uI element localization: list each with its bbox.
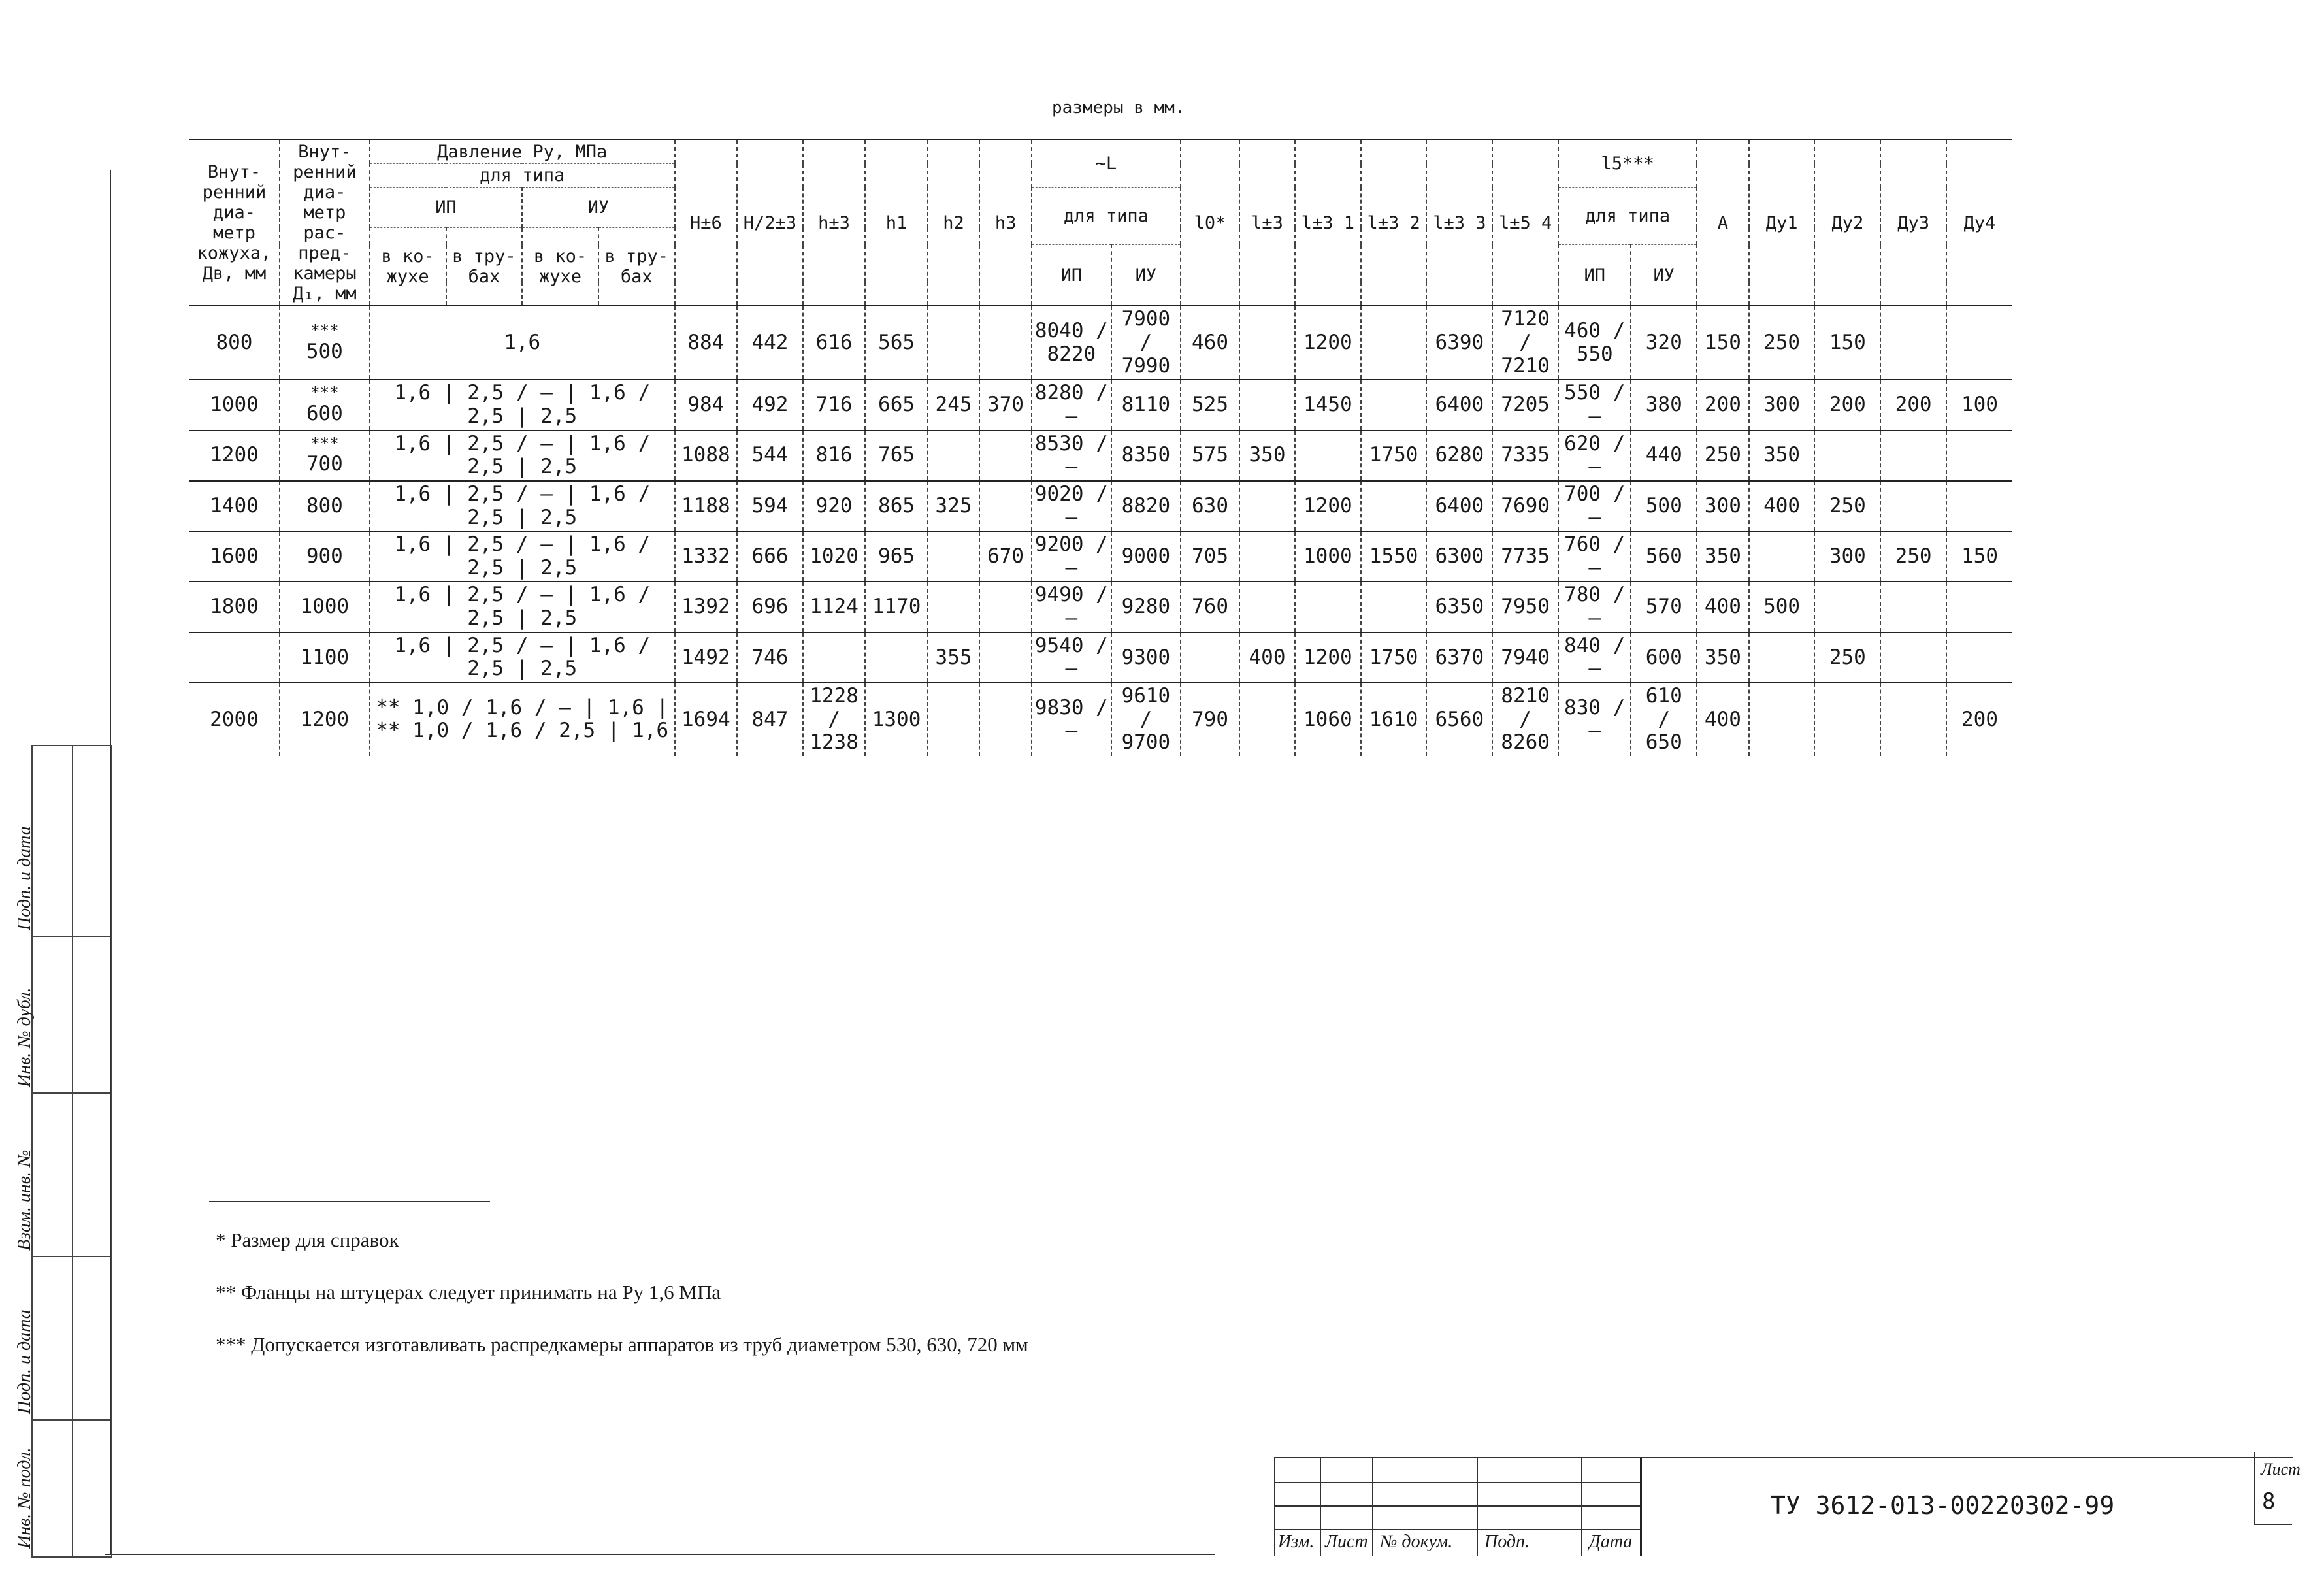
cell-H: 884: [675, 306, 737, 380]
header-L: ~L: [1032, 140, 1181, 188]
cell-l2: 1550: [1361, 531, 1427, 582]
cell-du3: [1880, 632, 1946, 683]
cell-H: 1088: [675, 431, 737, 481]
cell-h1: 665: [865, 380, 927, 430]
cell-A: 200: [1697, 380, 1749, 430]
cell-h: 816: [803, 431, 865, 481]
header-l2: l±3 2: [1361, 140, 1427, 306]
cell-h3: [979, 431, 1032, 481]
cell-h2: 325: [928, 481, 980, 531]
cell-A: 400: [1697, 683, 1749, 756]
cell-p: 1,6 | 2,5 / – | 1,6 / 2,5 | 2,5: [370, 582, 675, 632]
stamp-label-orig-inv: Инв. № подл.: [14, 1447, 35, 1549]
cell-h1: 1300: [865, 683, 927, 756]
cell-l2: 1750: [1361, 632, 1427, 683]
cell-L-iu: 8350: [1111, 431, 1181, 481]
table-row: [189, 683, 2012, 756]
cell-du2: 150: [1814, 306, 1880, 380]
footnote-separator: [209, 1201, 490, 1202]
cell-du4: [1946, 632, 2012, 683]
footnote-1: * Размер для справок: [216, 1228, 399, 1251]
cell-p: 1,6 | 2,5 / – | 1,6 / 2,5 | 2,5: [370, 431, 675, 481]
header-du2: Ду2: [1814, 140, 1880, 306]
cell-d1-value: 800: [306, 493, 343, 517]
header-inner-dia-shell: Внут- ренний диа- метр кожуха, Дв, мм: [189, 140, 280, 306]
cell-h3: [979, 481, 1032, 531]
cell-l1: 1200: [1295, 306, 1361, 380]
cell-du2: 300: [1814, 531, 1880, 582]
cell-d1: [280, 380, 370, 430]
stamp-label-dup-inv: Инв. № дубл.: [14, 987, 35, 1087]
cell-h2: 355: [928, 632, 980, 683]
cell-l: [1239, 531, 1295, 582]
cell-du2: [1814, 683, 1880, 756]
cell-du1: [1749, 531, 1815, 582]
cell-du1: 250: [1749, 306, 1815, 380]
tb-hline-1: [1274, 1482, 1640, 1483]
cell-H: 1492: [675, 632, 737, 683]
cell-du4: [1946, 582, 2012, 632]
sheet-box: [2254, 1452, 2300, 1525]
cell-H: 1332: [675, 531, 737, 582]
cell-l5-ip: 840 / –: [1558, 632, 1631, 683]
cell-du4: [1946, 431, 2012, 481]
cell-l: [1239, 380, 1295, 430]
header-l5: l5***: [1558, 140, 1697, 188]
header-h1: h1: [865, 140, 927, 306]
cell-H2: 544: [737, 431, 803, 481]
cell-h3: [979, 632, 1032, 683]
cell-d1-mark: ***: [310, 434, 339, 453]
cell-l2: [1361, 582, 1427, 632]
tb-vline-3: [1477, 1458, 1478, 1556]
cell-l2: [1361, 380, 1427, 430]
cell-p: 1,6 | 2,5 / – | 1,6 / 2,5 | 2,5: [370, 632, 675, 683]
cell-l: 350: [1239, 431, 1295, 481]
cell-du2: 250: [1814, 632, 1880, 683]
header-ip-in-tubes: в тру- бах: [446, 228, 523, 306]
cell-du2: [1814, 431, 1880, 481]
cell-L-ip: 8530 / –: [1032, 431, 1111, 481]
header-du3: Ду3: [1880, 140, 1946, 306]
cell-L-ip: 8040 / 8220: [1032, 306, 1111, 380]
cell-l4: 7950: [1492, 582, 1558, 632]
document-number: ТУ 3612-013-00220302-99: [1771, 1491, 2115, 1520]
stamp-label-sign-date-1: Подп. и дата: [14, 1309, 35, 1414]
cell-h2: [928, 582, 980, 632]
cell-l2: 1750: [1361, 431, 1427, 481]
header-inner-dia-chamber: Внут- ренний диа- метр рас- пред- камеры Д₁, мм: [280, 140, 370, 306]
cell-d1-value: 1100: [300, 645, 350, 669]
tb-label-izm: Изм.: [1278, 1532, 1315, 1552]
cell-d1: [280, 531, 370, 582]
cell-l2: 1610: [1361, 683, 1427, 756]
cell-l4: 7940: [1492, 632, 1558, 683]
cell-L-iu: 7900 / 7990: [1111, 306, 1181, 380]
tb-label-sign: Подп.: [1484, 1532, 1530, 1552]
cell-h: 716: [803, 380, 865, 430]
cell-L-iu: 9000: [1111, 531, 1181, 582]
cell-l5-ip: 550 / –: [1558, 380, 1631, 430]
cell-h: 1228 / 1238: [803, 683, 865, 756]
cell-l0: 630: [1181, 481, 1239, 531]
cell-du1: 400: [1749, 481, 1815, 531]
table-row: [189, 531, 2012, 582]
page-frame-bottom: [105, 1554, 1215, 1555]
cell-A: 350: [1697, 531, 1749, 582]
header-l1: l±3 1: [1295, 140, 1361, 306]
cell-A: 300: [1697, 481, 1749, 531]
cell-l: [1239, 306, 1295, 380]
cell-d1-mark: ***: [310, 321, 339, 340]
header-l0: l0*: [1181, 140, 1239, 306]
cell-H2: 594: [737, 481, 803, 531]
cell-d1-value: 600: [306, 401, 343, 425]
cell-l4: 7735: [1492, 531, 1558, 582]
cell-du3: 200: [1880, 380, 1946, 430]
header-l5-for-type: для типа: [1558, 188, 1697, 245]
tb-vline-1: [1320, 1458, 1321, 1556]
cell-l: 400: [1239, 632, 1295, 683]
stamp-cell-3: [14, 1092, 110, 1257]
cell-d1-mark: ***: [310, 384, 339, 402]
table-row: [189, 582, 2012, 632]
cell-h2: [928, 431, 980, 481]
stamp-cell-5: [14, 1419, 110, 1554]
cell-h2: [928, 306, 980, 380]
cell-l5-iu: 600: [1631, 632, 1697, 683]
cell-l2: [1361, 481, 1427, 531]
cell-l3: 6370: [1426, 632, 1492, 683]
cell-du3: [1880, 683, 1946, 756]
cell-d1-value: 500: [306, 339, 343, 363]
cell-h: 1124: [803, 582, 865, 632]
cell-l3: 6300: [1426, 531, 1492, 582]
cell-l0: [1181, 632, 1239, 683]
spec-table-body: [189, 306, 2012, 756]
cell-l1: 1450: [1295, 380, 1361, 430]
cell-l1: 1060: [1295, 683, 1361, 756]
cell-dv: 1000: [189, 380, 280, 430]
cell-h3: 370: [979, 380, 1032, 430]
cell-h: 616: [803, 306, 865, 380]
header-du1: Ду1: [1749, 140, 1815, 306]
footnotes: [216, 1228, 1028, 1385]
cell-l5-iu: 560: [1631, 531, 1697, 582]
footnote-3: *** Допускается изготавливать распредкамеры аппаратов из труб диаметром 530, 630, 720 мм: [216, 1333, 1028, 1356]
cell-L-iu: 8110: [1111, 380, 1181, 430]
tb-label-doc: № докум.: [1380, 1532, 1453, 1552]
cell-l4: 8210 / 8260: [1492, 683, 1558, 756]
cell-l5-iu: 610 / 650: [1631, 683, 1697, 756]
cell-A: 350: [1697, 632, 1749, 683]
footnote-2: ** Фланцы на штуцерах следует принимать на Ру 1,6 МПа: [216, 1281, 721, 1304]
cell-l1: 1200: [1295, 632, 1361, 683]
cell-du4: 200: [1946, 683, 2012, 756]
cell-l0: 525: [1181, 380, 1239, 430]
cell-H: 1188: [675, 481, 737, 531]
cell-d1-value: 1000: [300, 595, 350, 619]
cell-h2: [928, 683, 980, 756]
dimensions-caption: размеры в мм.: [1052, 98, 1185, 118]
cell-l4: 7335: [1492, 431, 1558, 481]
cell-l1: 1000: [1295, 531, 1361, 582]
cell-l5-ip: 700 / –: [1558, 481, 1631, 531]
cell-l5-iu: 320: [1631, 306, 1697, 380]
cell-H2: 666: [737, 531, 803, 582]
cell-du3: 250: [1880, 531, 1946, 582]
cell-l0: 705: [1181, 531, 1239, 582]
cell-dv: 1600: [189, 531, 280, 582]
cell-l4: 7120 / 7210: [1492, 306, 1558, 380]
title-block: [1274, 1457, 2300, 1556]
cell-du2: [1814, 582, 1880, 632]
cell-d1: [280, 306, 370, 380]
cell-d1: [280, 481, 370, 531]
stamp-cell-4: [14, 1256, 110, 1421]
table-row: [189, 380, 2012, 430]
cell-L-ip: 9540 / –: [1032, 632, 1111, 683]
cell-h1: 1170: [865, 582, 927, 632]
cell-H2: 696: [737, 582, 803, 632]
cell-d1: [280, 632, 370, 683]
header-A: A: [1697, 140, 1749, 306]
stamp-label-replace-inv: Взам. инв. №: [14, 1149, 35, 1251]
cell-p: 1,6: [370, 306, 675, 380]
cell-l5-ip: 620 / –: [1558, 431, 1631, 481]
cell-du3: [1880, 481, 1946, 531]
tb-hline-2: [1274, 1505, 1640, 1507]
cell-l0: 575: [1181, 431, 1239, 481]
cell-A: 150: [1697, 306, 1749, 380]
cell-h: 920: [803, 481, 865, 531]
cell-d1-value: 700: [306, 452, 343, 476]
tb-label-list: Лист: [1325, 1532, 1368, 1552]
header-pressure-iu: ИУ: [522, 188, 674, 228]
cell-du3: [1880, 431, 1946, 481]
cell-p: 1,6 | 2,5 / – | 1,6 / 2,5 | 2,5: [370, 481, 675, 531]
table-row: [189, 431, 2012, 481]
spec-table-wrapper: [189, 139, 2012, 756]
stamp-cell-2: [14, 936, 110, 1094]
cell-l5-iu: 380: [1631, 380, 1697, 430]
cell-l0: 790: [1181, 683, 1239, 756]
cell-du1: 300: [1749, 380, 1815, 430]
spec-table: [189, 139, 2012, 756]
cell-l4: 7205: [1492, 380, 1558, 430]
cell-H: 984: [675, 380, 737, 430]
cell-l0: 460: [1181, 306, 1239, 380]
cell-l4: 7690: [1492, 481, 1558, 531]
tb-vline-0: [1274, 1458, 1275, 1556]
cell-L-iu: 9280: [1111, 582, 1181, 632]
cell-L-iu: 9300: [1111, 632, 1181, 683]
cell-L-ip: 9020 / –: [1032, 481, 1111, 531]
cell-L-ip: 9830 / –: [1032, 683, 1111, 756]
header-du4: Ду4: [1946, 140, 2012, 306]
table-row: [189, 632, 2012, 683]
stamp-cell-1: [14, 746, 110, 937]
header-H2: H/2±3: [737, 140, 803, 306]
cell-du4: 100: [1946, 380, 2012, 430]
header-l5-iu: ИУ: [1631, 245, 1697, 306]
tb-label-date: Дата: [1589, 1532, 1633, 1552]
tb-vline-2: [1372, 1458, 1373, 1556]
cell-dv: 800: [189, 306, 280, 380]
header-L-ip: ИП: [1032, 245, 1111, 306]
title-block-grid: [1274, 1458, 1640, 1556]
cell-L-iu: 9610 / 9700: [1111, 683, 1181, 756]
sheet-number: 8: [2262, 1488, 2276, 1515]
cell-du2: 200: [1814, 380, 1880, 430]
stamp-strip: [14, 745, 112, 1558]
header-l4: l±5 4: [1492, 140, 1558, 306]
cell-l1: [1295, 431, 1361, 481]
cell-l5-iu: 570: [1631, 582, 1697, 632]
cell-du3: [1880, 582, 1946, 632]
cell-d1: [280, 683, 370, 756]
stamp-label-sign-date-2: Подп. и дата: [14, 826, 35, 930]
header-l5-ip: ИП: [1558, 245, 1631, 306]
table-row: [189, 481, 2012, 531]
header-H: H±6: [675, 140, 737, 306]
cell-dv: 1800: [189, 582, 280, 632]
table-row: [189, 306, 2012, 380]
cell-h1: 865: [865, 481, 927, 531]
cell-h: 1020: [803, 531, 865, 582]
cell-H2: 492: [737, 380, 803, 430]
cell-l3: 6280: [1426, 431, 1492, 481]
cell-A: 400: [1697, 582, 1749, 632]
cell-du4: [1946, 481, 2012, 531]
cell-H: 1392: [675, 582, 737, 632]
header-pressure-ip: ИП: [370, 188, 522, 228]
cell-L-ip: 9490 / –: [1032, 582, 1111, 632]
header-iu-in-shell: в ко- жухе: [522, 228, 598, 306]
header-ip-in-shell: в ко- жухе: [370, 228, 446, 306]
cell-H2: 847: [737, 683, 803, 756]
cell-l3: 6350: [1426, 582, 1492, 632]
cell-h1: 565: [865, 306, 927, 380]
cell-du1: 500: [1749, 582, 1815, 632]
cell-h2: 245: [928, 380, 980, 430]
header-h3: h3: [979, 140, 1032, 306]
cell-d1-value: 1200: [300, 707, 350, 731]
sheet-label: Лист: [2261, 1460, 2300, 1479]
cell-d1: [280, 582, 370, 632]
cell-l2: [1361, 306, 1427, 380]
header-h: h±3: [803, 140, 865, 306]
header-L-iu: ИУ: [1111, 245, 1181, 306]
header-h2: h2: [928, 140, 980, 306]
cell-l3: 6560: [1426, 683, 1492, 756]
cell-l3: 6390: [1426, 306, 1492, 380]
header-l3: l±3 3: [1426, 140, 1492, 306]
cell-h3: [979, 582, 1032, 632]
cell-dv: [189, 632, 280, 683]
header-iu-in-tubes: в тру- бах: [598, 228, 675, 306]
cell-l3: 6400: [1426, 481, 1492, 531]
cell-h1: 965: [865, 531, 927, 582]
cell-h: [803, 632, 865, 683]
cell-l: [1239, 683, 1295, 756]
cell-l1: [1295, 582, 1361, 632]
cell-l5-iu: 500: [1631, 481, 1697, 531]
cell-p: 1,6 | 2,5 / – | 1,6 / 2,5 | 2,5: [370, 531, 675, 582]
cell-h2: [928, 531, 980, 582]
cell-h3: [979, 306, 1032, 380]
cell-du4: [1946, 306, 2012, 380]
cell-dv: 1400: [189, 481, 280, 531]
cell-du1: [1749, 632, 1815, 683]
cell-L-ip: 9200 / –: [1032, 531, 1111, 582]
cell-dv: 2000: [189, 683, 280, 756]
cell-l5-iu: 440: [1631, 431, 1697, 481]
cell-dv: 1200: [189, 431, 280, 481]
cell-l3: 6400: [1426, 380, 1492, 430]
cell-l5-ip: 780 / –: [1558, 582, 1631, 632]
cell-d1: [280, 431, 370, 481]
cell-l5-ip: 760 / –: [1558, 531, 1631, 582]
cell-du3: [1880, 306, 1946, 380]
cell-h1: [865, 632, 927, 683]
cell-du1: [1749, 683, 1815, 756]
cell-d1-value: 900: [306, 544, 343, 568]
cell-p: 1,6 | 2,5 / – | 1,6 / 2,5 | 2,5: [370, 380, 675, 430]
header-pressure: Давление Ру, МПа: [370, 140, 675, 164]
title-block-divider: [1640, 1458, 1642, 1556]
header-l: l±3: [1239, 140, 1295, 306]
cell-L-ip: 8280 / –: [1032, 380, 1111, 430]
cell-h3: [979, 683, 1032, 756]
cell-du1: 350: [1749, 431, 1815, 481]
cell-A: 250: [1697, 431, 1749, 481]
tb-vline-4: [1581, 1458, 1582, 1556]
cell-du2: 250: [1814, 481, 1880, 531]
cell-H2: 746: [737, 632, 803, 683]
cell-l: [1239, 481, 1295, 531]
tb-hline-3: [1274, 1529, 1640, 1530]
cell-h1: 765: [865, 431, 927, 481]
cell-L-iu: 8820: [1111, 481, 1181, 531]
cell-H: 1694: [675, 683, 737, 756]
header-L-for-type: для типа: [1032, 188, 1181, 245]
cell-l5-ip: 830 / –: [1558, 683, 1631, 756]
cell-du4: 150: [1946, 531, 2012, 582]
cell-l5-ip: 460 / 550: [1558, 306, 1631, 380]
cell-p: ** 1,0 / 1,6 / – | 1,6 | ** 1,0 / 1,6 / 2,5 | 1,6: [370, 683, 675, 756]
cell-l0: 760: [1181, 582, 1239, 632]
cell-h3: 670: [979, 531, 1032, 582]
cell-l1: 1200: [1295, 481, 1361, 531]
cell-H2: 442: [737, 306, 803, 380]
header-pressure-for-type: для типа: [370, 164, 675, 188]
cell-l: [1239, 582, 1295, 632]
